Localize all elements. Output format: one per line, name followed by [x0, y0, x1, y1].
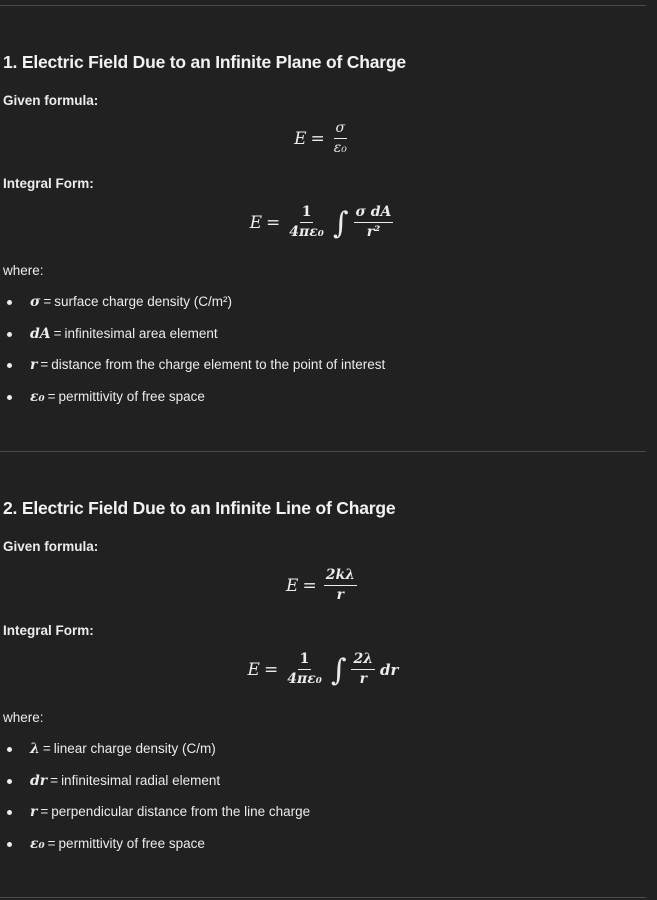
section-1-given-formula [0, 119, 646, 158]
formula-lhs: E [286, 575, 299, 596]
formula-lhs: E [247, 659, 260, 680]
fraction-numerator: 1 [300, 203, 314, 223]
variable-description: distance from the charge element to the point of interest [51, 357, 386, 373]
section-2-given-formula [0, 566, 646, 605]
section-1-integral-formula [0, 203, 646, 242]
divider [0, 451, 646, 452]
integral-sign: ∫ [332, 205, 349, 241]
variable-symbol: σ [30, 294, 41, 310]
differential: dr [380, 660, 399, 679]
equals-sign: = [50, 772, 59, 788]
section-2-given-label: Given formula: [3, 539, 99, 554]
fraction-numerator: σ [334, 119, 348, 139]
section-1-heading: 1. Electric Field Due to an Infinite Plane of Charge [3, 52, 406, 72]
variable-symbol: λ [30, 741, 40, 757]
integrand-fraction [354, 203, 394, 242]
formula-equals: = [266, 212, 281, 233]
formula-lhs: E [294, 128, 307, 149]
fraction-denominator: r [359, 671, 367, 687]
formula-fraction [332, 119, 349, 158]
bullet-dot [7, 842, 12, 847]
formula-equals: = [302, 575, 317, 596]
fraction-numerator: 2kλ [324, 566, 357, 586]
bullet-dot [7, 363, 12, 368]
divider [0, 5, 646, 6]
bullet-dot [7, 779, 12, 784]
formula-fraction [324, 566, 357, 605]
equals-sign: = [47, 836, 56, 852]
variable-description: surface charge density (C/m²) [54, 294, 233, 309]
section-1-given-label: Given formula: [3, 93, 99, 108]
section-2-integral-label: Integral Form: [3, 623, 94, 638]
variable-symbol: dA [30, 325, 51, 342]
divider [0, 897, 646, 898]
equals-sign: = [40, 357, 49, 373]
variable-symbol: ε₀ [30, 836, 45, 853]
bullet-dot [7, 395, 12, 400]
coefficient-fraction [287, 203, 326, 242]
fraction-numerator: 2λ [351, 650, 375, 670]
variable-description: permittivity of free space [58, 389, 205, 405]
formula-equals: = [263, 659, 279, 680]
section-1-integral-label: Integral Form: [3, 176, 94, 191]
equals-sign: = [42, 741, 51, 756]
formula-lhs: E [249, 212, 263, 233]
section-2-integral-formula [0, 650, 646, 689]
bullet-dot [7, 300, 12, 305]
equals-sign: = [43, 294, 52, 309]
formula-equals: = [310, 128, 325, 149]
fraction-denominator: ε₀ [333, 140, 347, 156]
integrand-fraction [351, 650, 375, 689]
integral-sign: ∫ [330, 652, 347, 688]
variable-description: infinitesimal area element [64, 325, 218, 341]
section-1-where-label: where: [3, 263, 44, 278]
fraction-denominator: r² [366, 224, 381, 240]
bullet-dot [7, 747, 12, 752]
variable-symbol: r [30, 357, 38, 374]
equals-sign: = [47, 389, 56, 405]
variable-symbol: ε₀ [30, 389, 45, 406]
variable-description: permittivity of free space [58, 836, 205, 852]
fraction-denominator: r [336, 587, 345, 603]
fraction-denominator: 4πε₀ [289, 224, 324, 240]
coefficient-fraction [285, 650, 324, 689]
fraction-denominator: 4πε₀ [287, 671, 322, 687]
bullet-dot [7, 810, 12, 815]
equals-sign: = [53, 325, 62, 341]
variable-description: linear charge density (C/m) [53, 741, 216, 756]
variable-symbol: dr [30, 772, 48, 789]
fraction-numerator: σ dA [354, 203, 394, 223]
section-2-heading: 2. Electric Field Due to an Infinite Line of Charge [3, 498, 396, 518]
equals-sign: = [40, 804, 49, 820]
variable-description: infinitesimal radial element [61, 772, 221, 788]
fraction-numerator: 1 [298, 650, 312, 670]
variable-symbol: r [30, 804, 38, 821]
variable-description: perpendicular distance from the line charge [51, 804, 311, 820]
bullet-dot [7, 332, 12, 337]
section-2-where-label: where: [3, 710, 44, 725]
